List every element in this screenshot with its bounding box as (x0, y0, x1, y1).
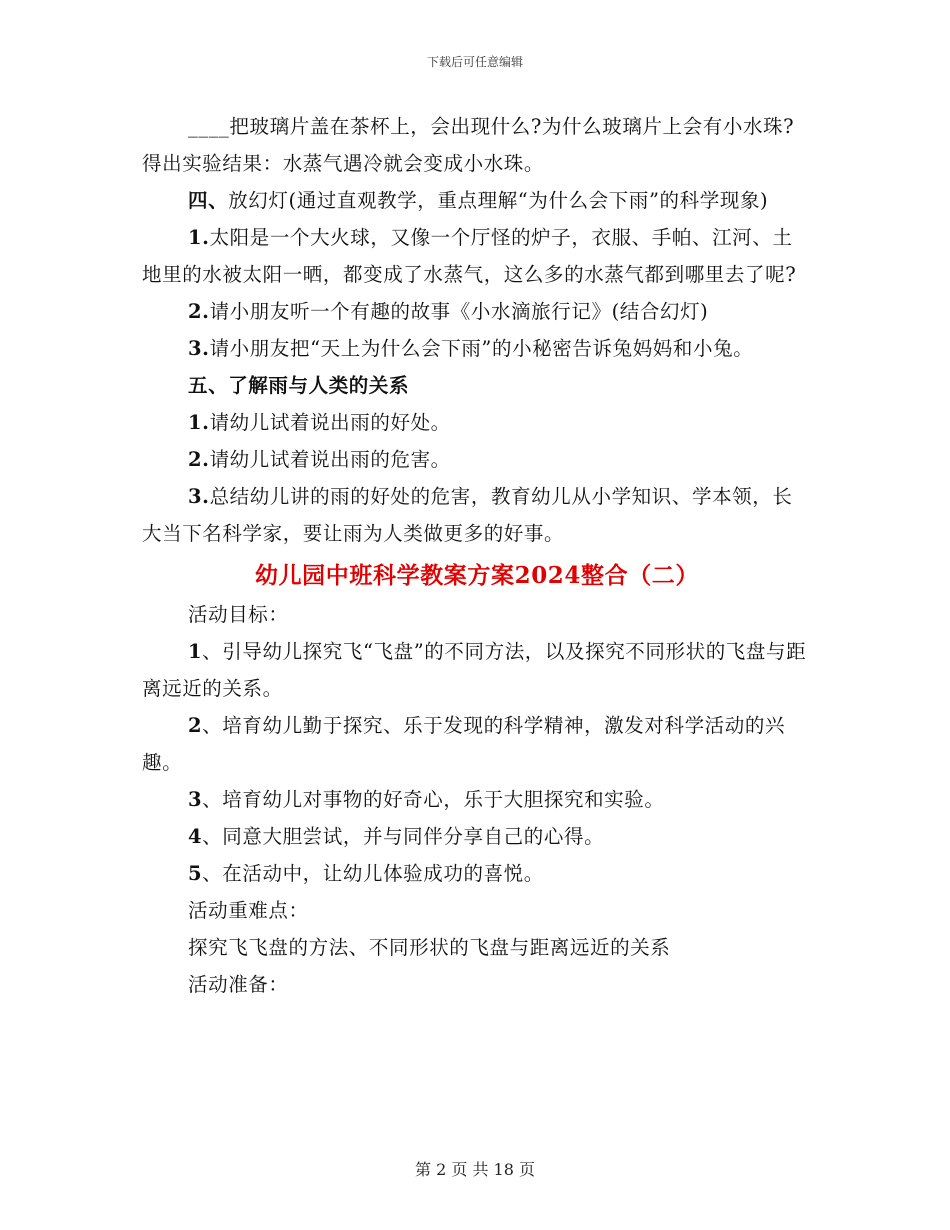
section-5-heading: 五、了解雨与人类的关系 (188, 374, 410, 397)
list-item (142, 707, 812, 781)
page-footer: 第 2 页 共 18 页 (415, 1160, 535, 1179)
section-4-text: 放幻灯(通过直观教学，重点理解“为什么会下雨”的科学现象) (228, 189, 769, 212)
list-item-text: 总结幼儿讲的雨的好处的危害，教育幼儿从小学知识、学本领，长大当下名科学家，要让雨为人类做更多的好事。 (142, 485, 793, 545)
list-item-number: 3. (188, 337, 210, 360)
list-item-number: 1. (188, 226, 210, 249)
list-item (142, 478, 812, 552)
list-item-number: 4 (188, 825, 203, 848)
list-item-text: 、同意大胆尝试，并与同伴分享自己的心得。 (202, 825, 605, 848)
section-title: 幼儿园中班科学教案方案2024整合（二） (254, 562, 699, 589)
list-item (142, 219, 812, 293)
list-item (142, 781, 812, 818)
key-points-label: 活动重难点： (188, 899, 309, 922)
list-item-number: 2. (188, 448, 210, 471)
list-item-text: 太阳是一个大火球，又像一个厅怪的炉子，衣服、手帕、江河、土地里的水被太阳一晒，都变成了水蒸气，这么多的水蒸气都到哪里去了呢? (142, 226, 797, 286)
list-item-number: 2 (188, 714, 203, 737)
list-item (142, 293, 812, 330)
list-item (142, 818, 812, 855)
preparation-label: 活动准备： (188, 973, 289, 996)
list-item-text: 、培育幼儿对事物的好奇心，乐于大胆探究和实验。 (202, 788, 665, 811)
list-item (142, 633, 812, 707)
list-item (142, 441, 812, 478)
list-item (142, 330, 812, 367)
list-item (142, 855, 812, 892)
page-header: 下载后可任意编辑 (426, 55, 523, 69)
section-4-label: 四、 (188, 189, 229, 212)
list-item-number: 1 (188, 640, 203, 663)
goals-label: 活动目标： (188, 603, 289, 626)
list-item-text: 请幼儿试着说出雨的好处。 (209, 411, 451, 434)
list-item-number: 3. (188, 485, 210, 508)
list-item-number: 3 (188, 788, 203, 811)
section-4-heading (142, 182, 812, 219)
paragraph-experiment: ____把玻璃片盖在茶杯上，会出现什么?为什么玻璃片上会有小水珠?得出实验结果：水蒸气遇冷就会变成小水珠。 (142, 115, 795, 175)
list-item-text: 、培育幼儿勤于探究、乐于发现的科学精神，激发对科学活动的兴趣。 (142, 714, 786, 774)
list-item-number: 5 (188, 862, 203, 885)
list-item-text: 、引导幼儿探究飞“飞盘”的不同方法，以及探究不同形状的飞盘与距离远近的关系。 (142, 640, 807, 700)
list-item (142, 404, 812, 441)
key-points-text: 探究飞飞盘的方法、不同形状的飞盘与距离远近的关系 (188, 936, 671, 959)
document-body (142, 108, 812, 1003)
list-item-text: 请幼儿试着说出雨的危害。 (209, 448, 451, 471)
list-item-number: 2. (188, 300, 210, 323)
list-item-text: 、在活动中，让幼儿体验成功的喜悦。 (202, 862, 544, 885)
list-item-text: 请小朋友听一个有趣的故事《小水滴旅行记》(结合幻灯) (209, 300, 709, 323)
list-item-text: 请小朋友把“天上为什么会下雨”的小秘密告诉兔妈妈和小兔。 (209, 337, 754, 360)
list-item-number: 1. (188, 411, 210, 434)
